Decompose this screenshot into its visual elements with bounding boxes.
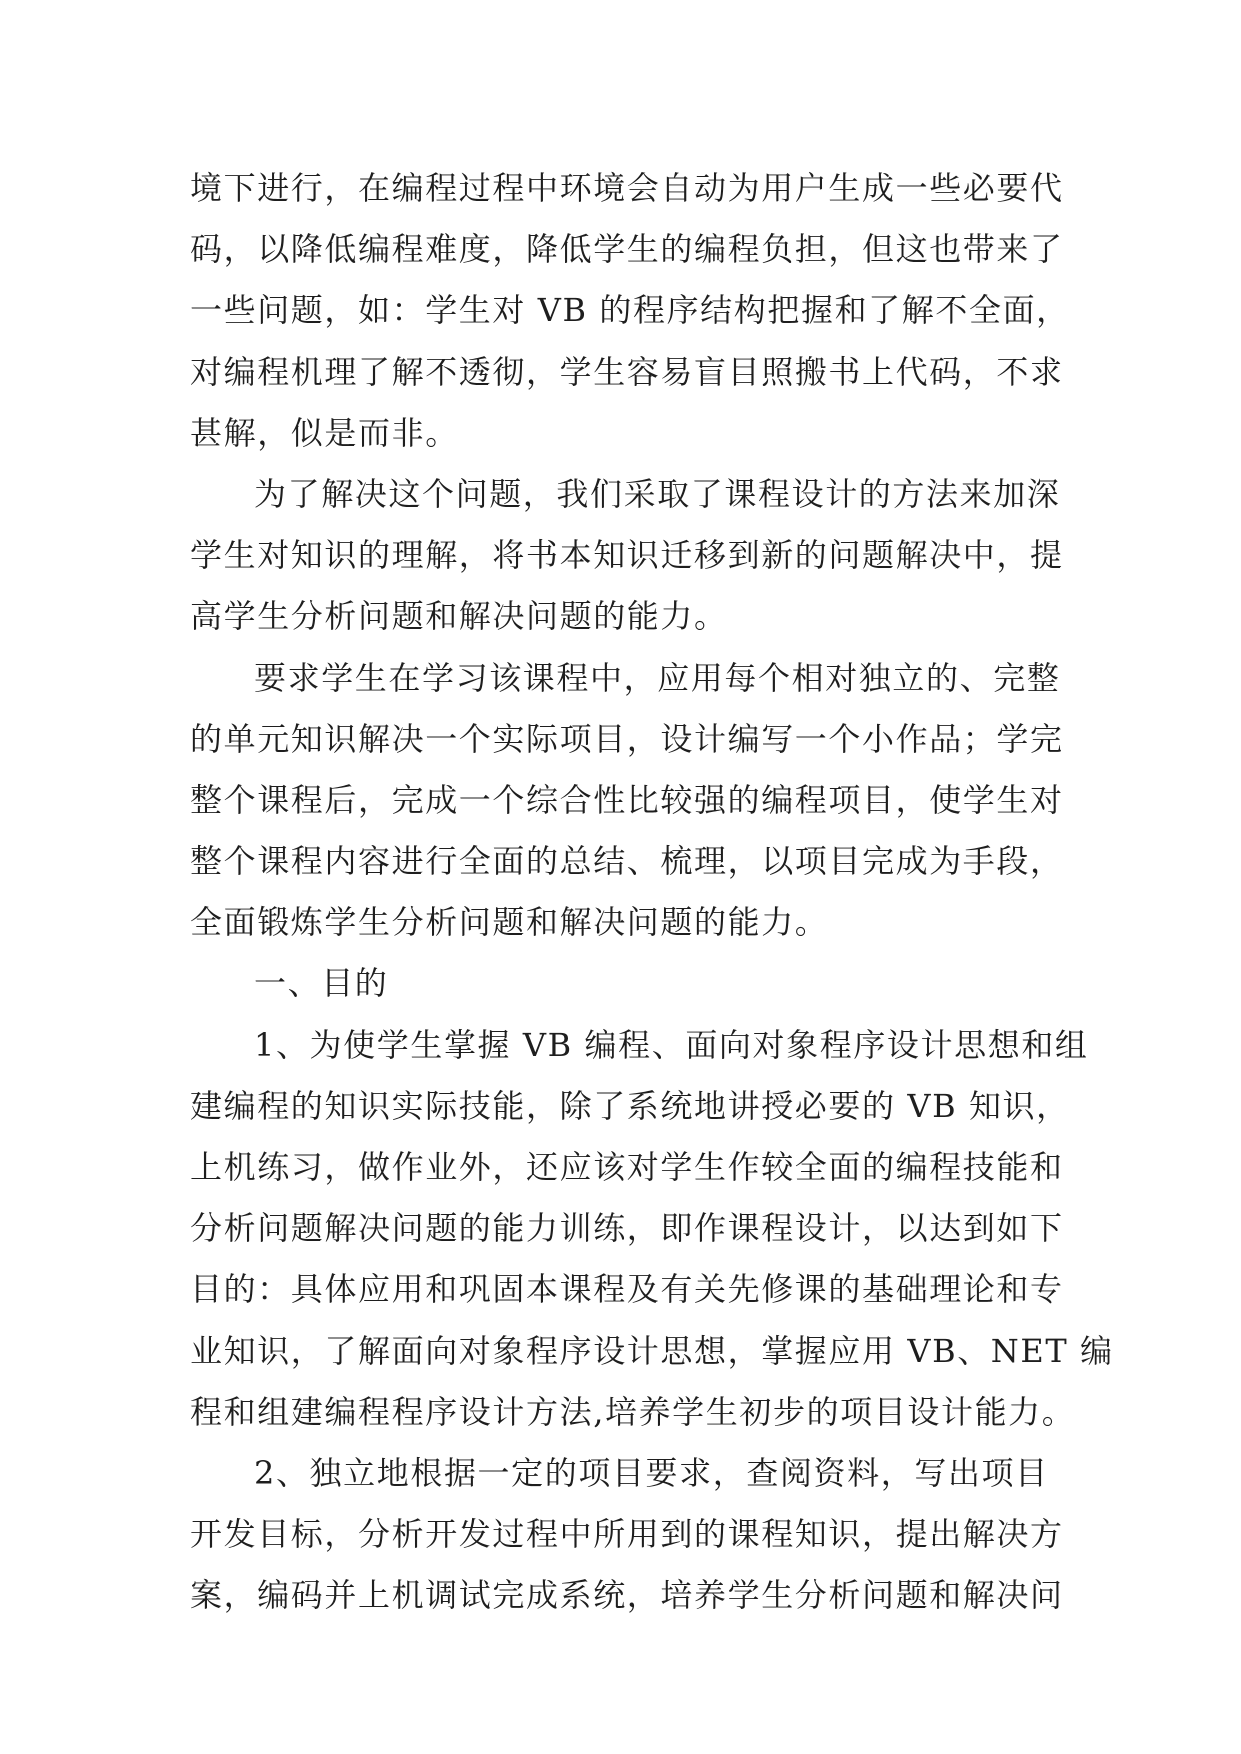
text-line: 全面锻炼学生分析问题和解决问题的能力。 bbox=[190, 903, 829, 942]
text-line: 业知识，了解面向对象程序设计思想，掌握应用 VB、NET 编 bbox=[190, 1331, 1114, 1370]
text-line: 的单元知识解决一个实际项目，设计编写一个小作品；学完 bbox=[190, 719, 1064, 758]
paragraph-start-line: 要求学生在学习该课程中，应用每个相对独立的、完整 bbox=[254, 658, 1061, 697]
text-line: 整个课程内容进行全面的总结、梳理，以项目完成为手段， bbox=[190, 842, 1064, 881]
text-line: 甚解，似是而非。 bbox=[190, 413, 459, 452]
text-line: 对编程机理了解不透彻，学生容易盲目照搬书上代码，不求 bbox=[190, 352, 1064, 391]
paragraph-start-line: 1、为使学生掌握 VB 编程、面向对象程序设计思想和组 bbox=[254, 1025, 1089, 1064]
text-line: 整个课程后，完成一个综合性比较强的编程项目，使学生对 bbox=[190, 780, 1064, 819]
text-line: 高学生分析问题和解决问题的能力。 bbox=[190, 597, 728, 636]
text-line: 上机练习，做作业外，还应该对学生作较全面的编程技能和 bbox=[190, 1148, 1064, 1186]
text-line: 分析问题解决问题的能力训练，即作课程设计，以达到如下 bbox=[190, 1209, 1064, 1248]
text-line: 开发目标，分析开发过程中所用到的课程知识，提出解决方 bbox=[190, 1515, 1064, 1554]
document-body bbox=[190, 158, 1114, 1627]
text-line: 程和组建编程程序设计方法,培养学生初步的项目设计能力。 bbox=[190, 1392, 1076, 1431]
text-line: 建编程的知识实际技能，除了系统地讲授必要的 VB 知识， bbox=[190, 1086, 1070, 1125]
section-heading: 一、目的 bbox=[254, 964, 389, 1003]
text-line: 一些问题，如：学生对 VB 的程序结构把握和了解不全面， bbox=[190, 291, 1070, 330]
text-line: 码，以降低编程难度，降低学生的编程负担，但这也带来了 bbox=[190, 230, 1064, 269]
text-line: 境下进行，在编程过程中环境会自动为用户生成一些必要代 bbox=[190, 169, 1064, 207]
text-line: 学生对知识的理解，将书本知识迁移到新的问题解决中，提 bbox=[190, 536, 1064, 575]
paragraph-start-line: 为了解决这个问题，我们采取了课程设计的方法来加深 bbox=[254, 474, 1061, 513]
paragraph-start-line: 2、独立地根据一定的项目要求，查阅资料，写出项目 bbox=[254, 1453, 1049, 1492]
text-line: 目的：具体应用和巩固本课程及有关先修课的基础理论和专 bbox=[190, 1270, 1064, 1309]
text-line: 案，编码并上机调试完成系统，培养学生分析问题和解决问 bbox=[190, 1576, 1064, 1615]
